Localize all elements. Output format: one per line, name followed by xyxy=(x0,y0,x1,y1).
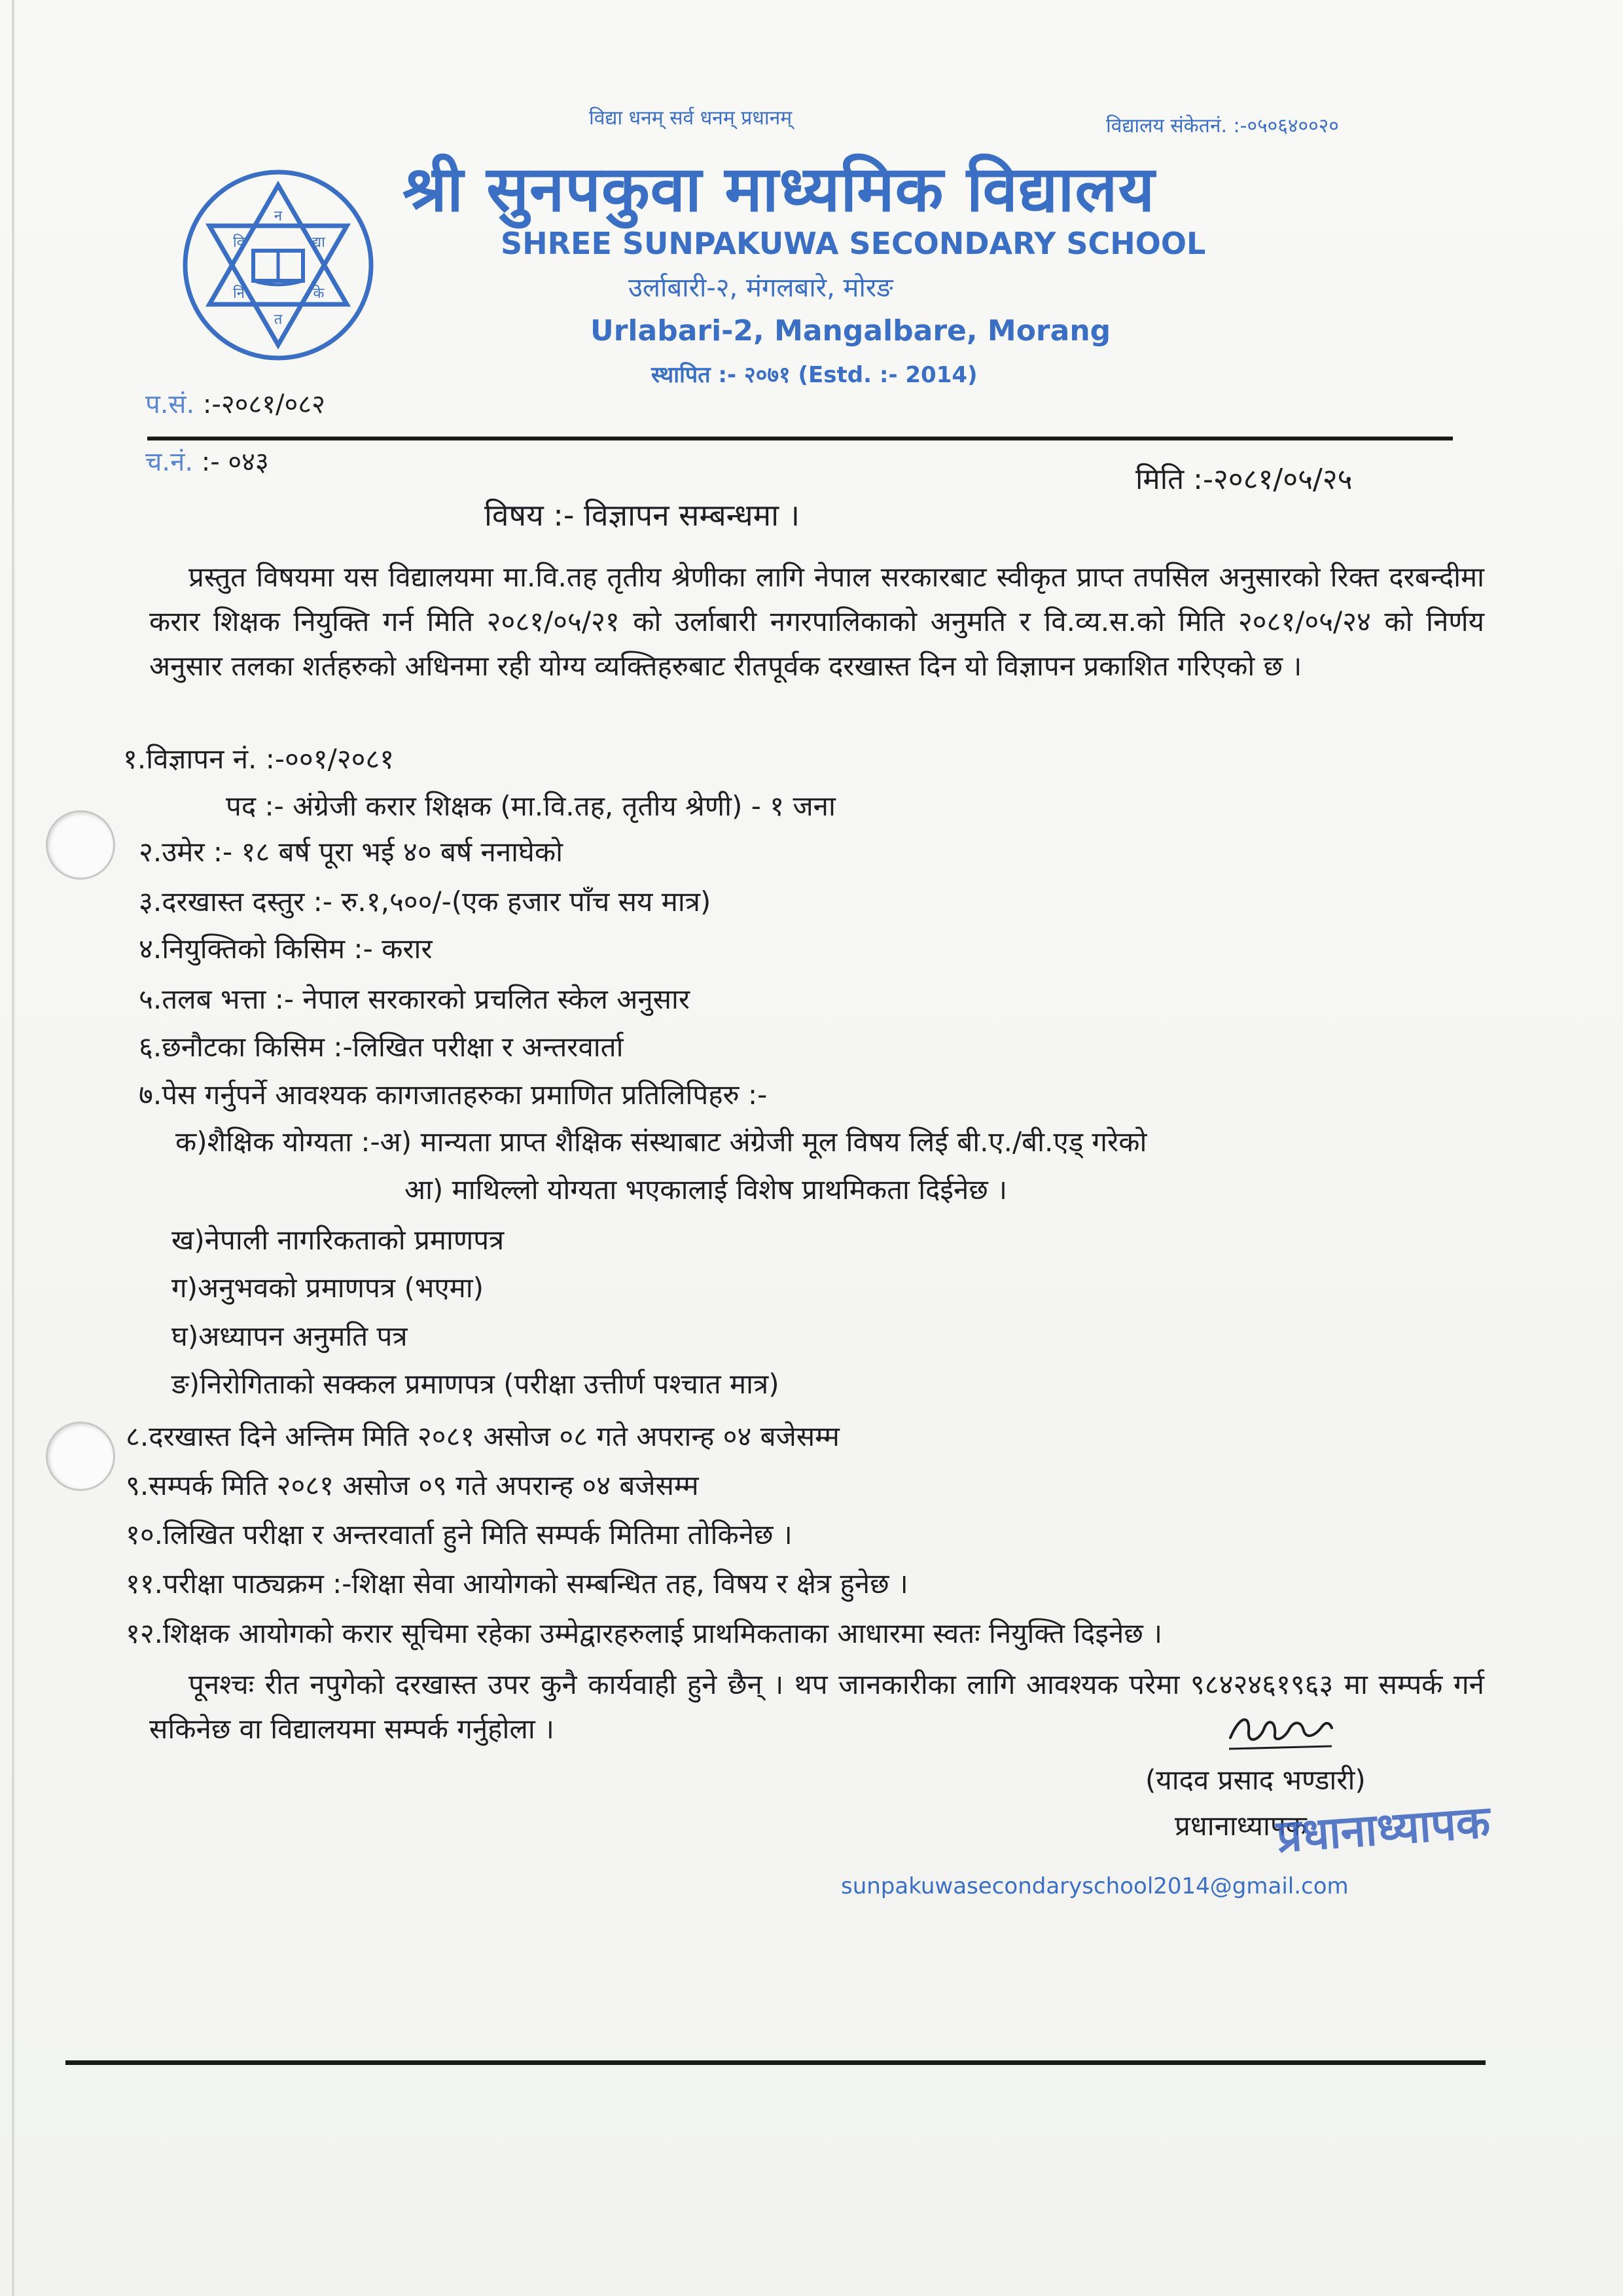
letter-date: मिति :-२०८१/०५/२५ xyxy=(1135,463,1353,496)
school-name-np: श्री सुनपकुवा माध्यमिक विद्यालय xyxy=(402,152,1156,226)
item-documents: ७.पेस गर्नुपर्ने आवश्यक कागजातहरुका प्रमाणित प्रतिलिपिहरु :- xyxy=(139,1079,768,1111)
logo-letter-5: के xyxy=(313,285,325,302)
header-divider xyxy=(147,437,1453,440)
punch-hole-icon xyxy=(46,810,115,880)
official-stamp: प्रधानाध्यापक xyxy=(1274,1796,1492,1863)
logo-letter-6: त xyxy=(274,312,283,328)
punch-hole-icon xyxy=(46,1422,115,1491)
logo-letter-2: वि xyxy=(233,234,245,251)
item-contact-date: ९.सम्पर्क मिति २०८१ असोज ०९ गते अपरान्ह ०४ बजेसम्म xyxy=(126,1469,699,1501)
sub-item-health-certificate: ङ)निरोगिताको सक्कल प्रमाणपत्र (परीक्षा उत्तीर्ण पश्चात मात्र) xyxy=(171,1368,779,1400)
paper-edge xyxy=(12,0,14,2296)
school-established: स्थापित :- २०७१ (Estd. :- 2014) xyxy=(651,362,978,388)
dispatch-number-value: :- ०४३ xyxy=(201,447,269,477)
letter-number-value: :-२०८१/०८२ xyxy=(202,389,325,420)
letter-subject: विषय :- विज्ञापन सम्बन्धमा । xyxy=(484,497,800,533)
sub-item-qualification: क)शैक्षिक योग्यता :-अ) मान्यता प्राप्त शैक्षिक संस्थाबाट अंग्रेजी मूल विषय लिई बी.ए./बी.एड् गरेको xyxy=(175,1126,1147,1158)
school-phone: विद्यालय संकेतनं. :-०५०६४००२० xyxy=(1106,115,1339,137)
dispatch-number xyxy=(145,442,269,478)
school-name-en: SHREE SUNPAKUWA SECONDARY SCHOOL xyxy=(501,226,1206,261)
item-fee: ३.दरखास्त दस्तुर :- रु.१,५००/-(एक हजार पाँच सय मात्र) xyxy=(139,886,711,918)
school-address-en: Urlabari-2, Mangalbare, Morang xyxy=(590,314,1111,348)
letter-number xyxy=(145,385,325,421)
item-salary: ५.तलब भत्ता :- नेपाल सरकारको प्रचलित स्केल अनुसार xyxy=(139,983,690,1015)
signature-icon xyxy=(1224,1702,1335,1754)
sub-item-citizenship: ख)नेपाली नागरिकताको प्रमाणपत्र xyxy=(171,1224,505,1256)
logo-letter-3: द्या xyxy=(312,234,325,251)
item-syllabus: ११.परीक्षा पाठ्यक्रम :-शिक्षा सेवा आयोगको सम्बन्धित तह, विषय र क्षेत्र हुनेछ । xyxy=(126,1568,908,1600)
school-email: sunpakuwasecondaryschool2014@gmail.com xyxy=(841,1873,1349,1899)
signatory-name: (यादव प्रसाद भण्डारी) xyxy=(1145,1764,1366,1796)
item-vacancy-number: १.विज्ञापन नं. :-००१/२०८१ xyxy=(123,743,395,775)
item-age: २.उमेर :- १८ बर्ष पूरा भई ४० बर्ष ननाघेको xyxy=(139,836,563,868)
school-motto: विद्या धनम् सर्व धनम् प्रधानम् xyxy=(589,107,793,130)
item-appointment-type: ४.नियुक्तिको किसिम :- करार xyxy=(139,933,433,965)
logo-letter-1: न xyxy=(274,208,283,224)
footer-divider xyxy=(65,2060,1486,2065)
postscript-paragraph: पूनश्चः रीत नपुगेको दरखास्त उपर कुनै कार्यवाही हुने छैन् । थप जानकारीका लागि आवश्यक परेमा ९८४२४६१९६३ मा सम्पर्क गर्न सकिनेछ वा विद्यालयमा सम्पर्क गर्नुहोला । xyxy=(149,1668,1484,1745)
signatory-title: प्रधानाध्यापक xyxy=(1175,1810,1307,1842)
logo-letter-4: नि xyxy=(233,285,245,302)
school-logo-icon xyxy=(180,167,376,363)
sub-item-experience: ग)अनुभवको प्रमाणपत्र (भएमा) xyxy=(171,1272,484,1304)
letter-number-label: प.सं. xyxy=(145,389,195,420)
sub-item-teaching-license: घ)अध्यापन अनुमति पत्र xyxy=(171,1320,408,1352)
school-address-np: उर्लाबारी-२, मंगलबारे, मोरङ xyxy=(628,273,893,303)
item-exam-date: १०.लिखित परीक्षा र अन्तरवार्ता हुने मिति सम्पर्क मितिमा तोकिनेछ । xyxy=(126,1518,793,1551)
item-selection: ६.छनौटका किसिम :-लिखित परीक्षा र अन्तरवार्ता xyxy=(139,1031,624,1063)
item-post: पद :- अंग्रेजी करार शिक्षक (मा.वि.तह, तृतीय श्रेणी) - १ जना xyxy=(226,790,836,822)
dispatch-number-label: च.नं. xyxy=(145,447,194,477)
intro-paragraph: प्रस्तुत विषयमा यस विद्यालयमा मा.वि.तह तृतीय श्रेणीका लागि नेपाल सरकारबाट स्वीकृत प्राप्त तपसिल अनुसारको रिक्त दरबन्दीमा करार शिक्षक नियुक्ति गर्न मिति २०८१/०५/२१ को उर्लाबारी नगरपालिकाको अनुमति र वि.व्य.स.को मिति २०८१/०५/२४ को निर्णय अनुसार तलका शर्तहरुको अधिनमा रही योग्य व्यक्तिहरुबाट रीतपूर्वक दरखास्त दिन यो विज्ञापन प्रकाशित गरिएको छ । xyxy=(149,561,1484,682)
sub-item-priority: आ) माथिल्लो योग्यता भएकालाई विशेष प्राथमिकता दिईनेछ । xyxy=(404,1174,1008,1206)
item-priority-list: १२.शिक्षक आयोगको करार सूचिमा रहेका उम्मेद्वारहरुलाई प्राथमिकताका आधारमा स्वतः नियुक्ति दिइनेछ । xyxy=(126,1617,1163,1649)
item-deadline: ८.दरखास्त दिने अन्तिम मिति २०८१ असोज ०८ गते अपरान्ह ०४ बजेसम्म xyxy=(126,1420,840,1452)
